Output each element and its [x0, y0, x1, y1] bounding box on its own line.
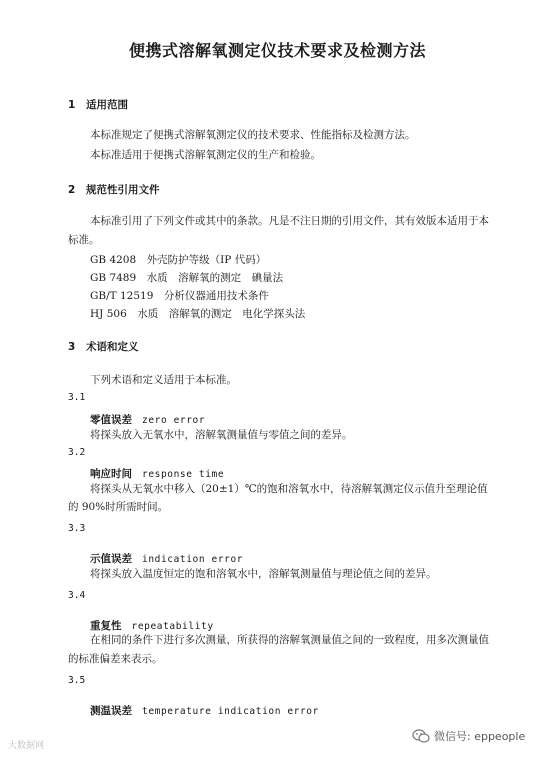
section-3-intro: 下列术语和定义适用于本标准。: [90, 374, 237, 386]
section-3-title: 术语和定义: [86, 341, 139, 353]
section-2-title: 规范性引用文件: [86, 184, 160, 196]
reference-item: GB 7489 水质 溶解氧的测定 碘量法: [90, 272, 284, 284]
term-zh: 示值误差: [90, 553, 132, 565]
term-en: temperature indication error: [142, 706, 319, 717]
site-watermark-logo: [8, 738, 44, 751]
term-en: repeatability: [131, 621, 214, 632]
section-2-heading: [68, 182, 160, 197]
term-zh: 响应时间: [90, 468, 132, 480]
section-2-para-1-cont: 标准。: [68, 234, 100, 246]
document-title: 便携式溶解氧测定仪技术要求及检测方法: [128, 41, 426, 60]
wechat-icon: [412, 729, 430, 743]
term-heading: [90, 408, 205, 427]
section-3-heading: [68, 339, 139, 354]
section-2-number: 2: [68, 184, 76, 196]
site-watermark-text: 大数据网: [8, 741, 45, 751]
term-en: zero error: [142, 415, 206, 426]
term-number: 3.5: [68, 675, 86, 686]
section-3-number: 3: [68, 341, 76, 353]
term-number: 3.2: [68, 447, 86, 458]
term-zh: 测温误差: [90, 705, 132, 717]
term-heading: [90, 699, 319, 718]
term-definition: 将探头放入无氧水中，溶解氧测量值与零值之间的差异。: [90, 429, 353, 441]
section-1-para-2: 本标准适用于便携式溶解氧测定仪的生产和检验。: [90, 149, 321, 161]
section-1-heading: [68, 97, 128, 112]
term-number: 3.3: [68, 523, 86, 534]
wechat-watermark-label: 微信号: eppeople: [434, 730, 526, 743]
term-heading: [90, 614, 214, 633]
term-number: 3.1: [68, 392, 86, 403]
term-zh: 重复性: [90, 620, 122, 632]
term-definition: 将探头放入温度恒定的饱和溶氧水中，溶解氧测量值与理论值之间的差异。: [90, 568, 437, 580]
section-1-number: 1: [68, 99, 76, 111]
term-zh: 零值误差: [90, 414, 132, 426]
reference-item: GB 4208 外壳防护等级（IP 代码）: [90, 254, 267, 266]
reference-item: HJ 506 水质 溶解氧的测定 电化学探头法: [90, 308, 306, 320]
term-definition: 在相同的条件下进行多次测量，所获得的溶解氧测量值之间的一致程度，用多次测量值: [90, 634, 489, 646]
section-1-para-1: 本标准规定了便携式溶解氧测定仪的技术要求、性能指标及检测方法。: [90, 129, 416, 141]
term-heading: [90, 547, 243, 566]
term-heading: [90, 462, 224, 481]
term-en: response time: [142, 469, 225, 480]
term-en: indication error: [142, 554, 244, 565]
term-definition-cont: 的标准偏差来表示。: [68, 653, 163, 665]
reference-item: GB/T 12519 分析仪器通用技术条件: [90, 290, 269, 302]
term-number: 3.4: [68, 590, 86, 601]
term-definition: 将探头从无氧水中移入（20±1）℃的饱和溶氧水中，待溶解氧测定仪示值升至理论值: [90, 483, 488, 495]
wechat-watermark: [412, 728, 525, 744]
section-2-para-1: 本标准引用了下列文件或其中的条款。凡是不注日期的引用文件，其有效版本适用于本: [90, 215, 489, 227]
section-1-title: 适用范围: [86, 99, 128, 111]
term-definition-cont: 的 90%时所需时间。: [68, 501, 169, 513]
